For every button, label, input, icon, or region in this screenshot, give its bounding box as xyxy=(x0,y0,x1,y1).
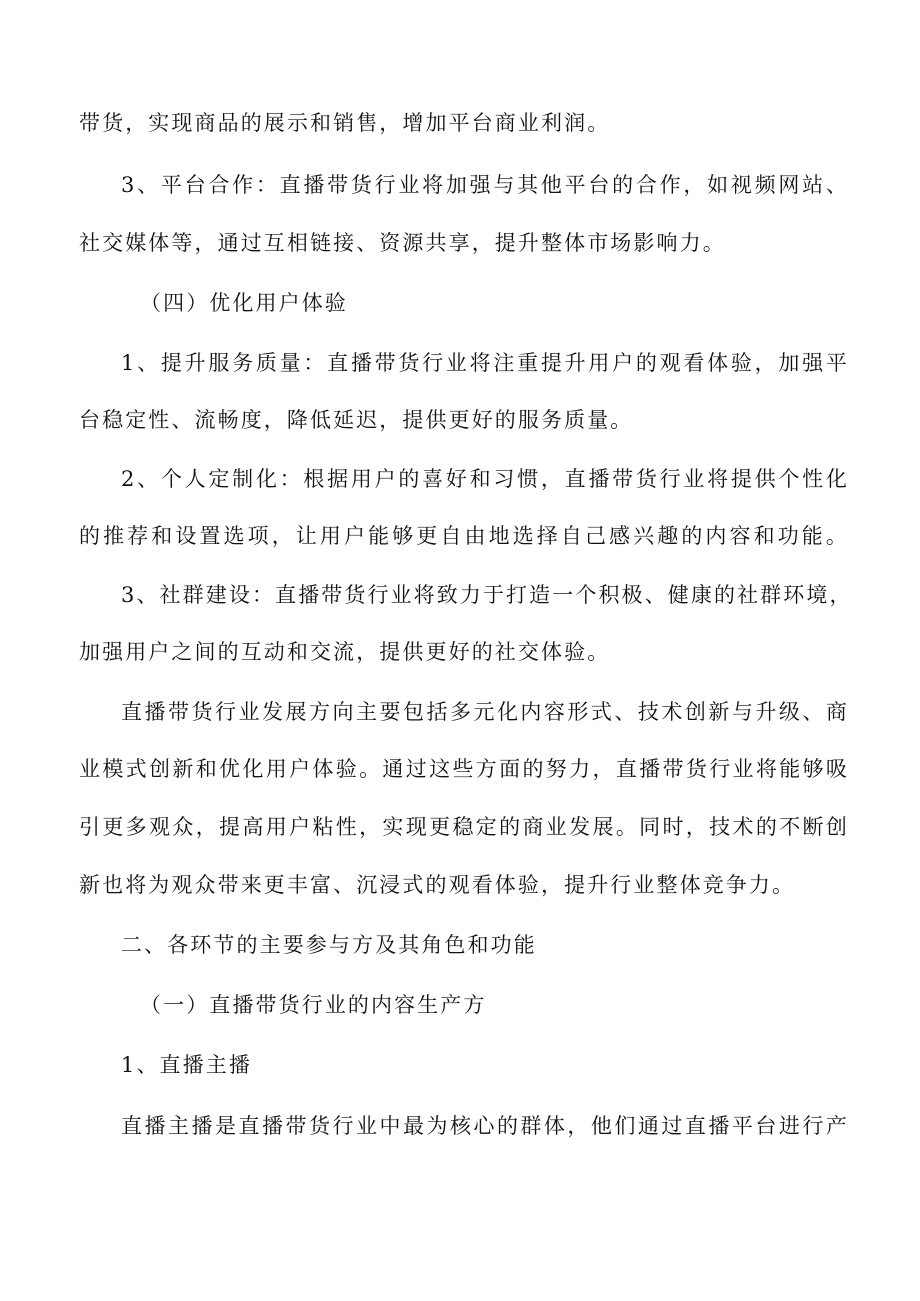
paragraph-continuation-line: 带货，实现商品的展示和销售，增加平台商业利润。 xyxy=(79,111,611,135)
item-2-personalization-line-1: 2、个人定制化：根据用户的喜好和习惯，直播带货行业将提供个性化 xyxy=(121,467,849,491)
item-3-community-line-1: 3、社群建设：直播带货行业将致力于打造一个积极、健康的社群环境， xyxy=(121,583,853,607)
item-3-platform-cooperation-line-2: 社交媒体等，通过互相链接、资源共享，提升整体市场影响力。 xyxy=(79,231,726,255)
summary-paragraph-line-1: 直播带货行业发展方向主要包括多元化内容形式、技术创新与升级、商 xyxy=(121,700,849,724)
section-heading-content-producers: （一）直播带货行业的内容生产方 xyxy=(140,993,487,1017)
chapter-heading-participants: 二、各环节的主要参与方及其角色和功能 xyxy=(121,933,537,957)
item-2-personalization-line-2: 的推荐和设置选项，让用户能够更自由地选择自己感兴趣的内容和功能。 xyxy=(79,524,849,548)
subheading-live-hosts: 1、直播主播 xyxy=(121,1053,252,1077)
item-3-platform-cooperation-line-1: 3、平台合作：直播带货行业将加强与其他平台的合作，如视频网站、 xyxy=(121,173,849,197)
summary-paragraph-line-3: 引更多观众，提高用户粘性，实现更稳定的商业发展。同时，技术的不断创 xyxy=(79,815,849,839)
item-1-service-quality-line-2: 台稳定性、流畅度，降低延迟，提供更好的服务质量。 xyxy=(79,408,634,432)
live-hosts-paragraph-line-1: 直播主播是直播带货行业中最为核心的群体，他们通过直播平台进行产 xyxy=(121,1114,849,1138)
summary-paragraph-line-2: 业模式创新和优化用户体验。通过这些方面的努力，直播带货行业将能够吸 xyxy=(79,757,849,781)
item-1-service-quality-line-1: 1、提升服务质量：直播带货行业将注重提升用户的观看体验，加强平 xyxy=(121,351,849,375)
summary-paragraph-line-4: 新也将为观众带来更丰富、沉浸式的观看体验，提升行业整体竞争力。 xyxy=(79,873,796,897)
section-heading-optimize-user-experience: （四）优化用户体验 xyxy=(140,291,348,315)
item-3-community-line-2: 加强用户之间的互动和交流，提供更好的社交体验。 xyxy=(79,640,611,664)
